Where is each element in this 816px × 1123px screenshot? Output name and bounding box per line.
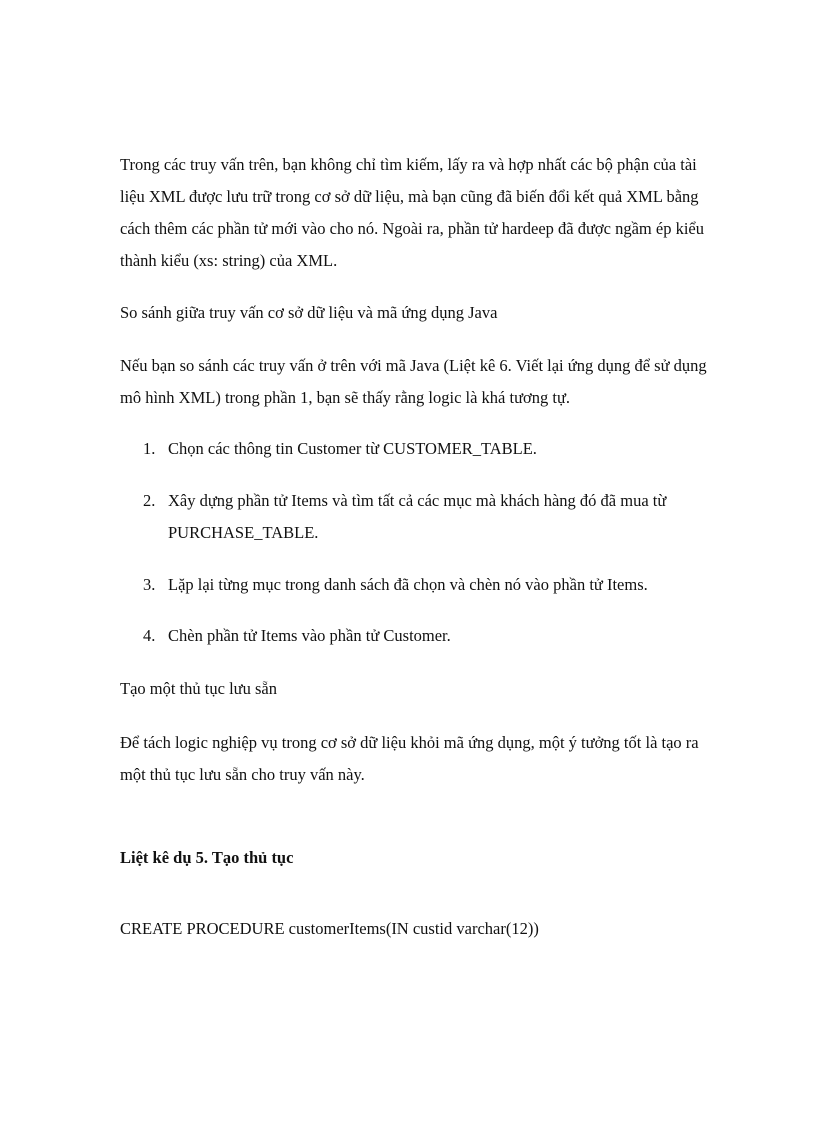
list-item-text: Lặp lại từng mục trong danh sách đã chọn và chèn nó vào phần tử Items. (168, 575, 648, 594)
list-item (143, 620, 703, 652)
list-item (143, 569, 703, 601)
comparison-paragraph: Nếu bạn so sánh các truy vấn ở trên với mã Java (Liệt kê 6. Viết lại ứng dụng để sử dụng mô hình XML) trong phần 1, bạn sẽ thấy rằng logic là khá tương tự. (120, 356, 707, 407)
intro-paragraph: Trong các truy vấn trên, bạn không chỉ tìm kiếm, lấy ra và hợp nhất các bộ phận của tài liệu XML được lưu trữ trong cơ sở dữ liệu, mà bạn cũng đã biến đổi kết quả XML bằng cách thêm các phần tử mới vào cho nó. Ngoài ra, phần tử hardeep đã được ngầm ép kiểu thành kiểu (xs: string) của XML. (120, 155, 704, 270)
listing-heading: Liệt kê dụ 5. Tạo thủ tục (120, 848, 294, 867)
list-item (143, 433, 703, 465)
section-heading-stored-procedure: Tạo một thủ tục lưu sẵn (120, 679, 277, 698)
list-item-number: 2. (143, 491, 156, 510)
section-heading-comparison: So sánh giữa truy vấn cơ sở dữ liệu và mã ứng dụng Java (120, 303, 498, 322)
list-item-text: Xây dựng phần tử Items và tìm tất cả các mục mà khách hàng đó đã mua từ PURCHASE_TABLE. (168, 491, 667, 542)
list-item-text: Chọn các thông tin Customer từ CUSTOMER_TABLE. (168, 439, 537, 458)
list-item-number: 1. (143, 439, 156, 458)
stored-procedure-paragraph: Để tách logic nghiệp vụ trong cơ sở dữ liệu khỏi mã ứng dụng, một ý tưởng tốt là tạo ra một thủ tục lưu sẵn cho truy vấn này. (120, 733, 699, 784)
list-item-number: 3. (143, 575, 156, 594)
code-line: CREATE PROCEDURE customerItems(IN custid varchar(12)) (120, 919, 539, 938)
list-item-text: Chèn phần tử Items vào phần tử Customer. (168, 626, 451, 645)
list-item (143, 485, 703, 549)
list-item-number: 4. (143, 626, 156, 645)
